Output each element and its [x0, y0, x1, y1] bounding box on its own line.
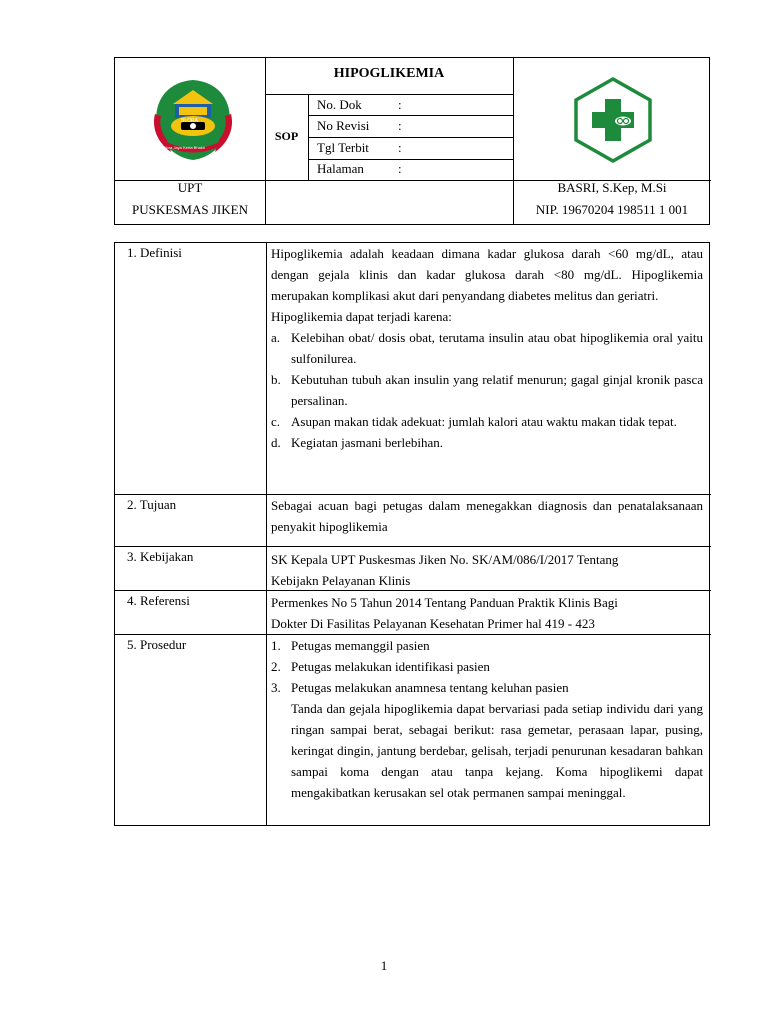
org-unit: UPT — [177, 180, 203, 195]
signer-nip: NIP. 19670204 198511 1 001 — [535, 202, 689, 217]
header-divider — [265, 94, 513, 95]
sop-content-table — [114, 242, 710, 826]
definisi-content — [271, 243, 703, 453]
logo-text: BLORA — [181, 118, 198, 124]
header-divider — [513, 58, 514, 224]
list-marker: a. — [271, 330, 281, 345]
logo-motto: Blora Jaya Kerta Bhakti — [163, 145, 205, 150]
list-marker: 1. — [271, 638, 281, 653]
row-divider — [115, 590, 711, 591]
list-text: Petugas memanggil pasien — [291, 638, 430, 653]
list-marker: b. — [271, 372, 281, 387]
list-marker: d. — [271, 435, 281, 450]
regency-logo — [145, 74, 241, 164]
org-name: PUSKESMAS JIKEN — [132, 202, 248, 217]
prosedur-detail: Tanda dan gejala hipoglikemia dapat bervariasi pada setiap individu dari yang ringan sampai berat, sebagai berikut: rasa gemetar, perasaan lapar, pusing, keringat dingin, jantung berdebar, gelisah, terjadi penurunan kesadaran bahkan sampai koma dengan atau tanpa kejang. Koma hipoglikemi dapat mengakibatkan kerusakan sel otak permanen sampai meninggal. — [291, 701, 703, 800]
definisi-cause-intro: Hipoglikemia dapat terjadi karena: — [271, 309, 452, 324]
section-label-prosedur: 5. Prosedur — [127, 637, 187, 652]
list-text: Kegiatan jasmani berlebihan. — [291, 435, 443, 450]
header-divider — [308, 115, 513, 116]
field-halaman-label: Halaman — [317, 161, 364, 176]
document-title: HIPOGLIKEMIA — [333, 66, 445, 81]
definisi-paragraph: Hipoglikemia adalah keadaan dimana kadar glukosa darah <60 mg/dL, atau dengan gejala klinis dan kadar glukosa darah <80 mg/dL. Hipoglikemia merupakan komplikasi akut dari penyandang diabetes melitus dan geriatri. — [271, 246, 703, 303]
prosedur-content — [271, 635, 703, 803]
field-halaman-sep: : — [398, 161, 402, 176]
puskesmas-logo — [570, 77, 656, 163]
field-tgl-terbit-sep: : — [398, 140, 402, 155]
field-no-revisi-label: No Revisi — [317, 118, 370, 133]
field-tgl-terbit-label: Tgl Terbit — [317, 140, 369, 155]
list-text: Petugas melakukan anamnesa tentang keluhan pasien — [291, 680, 569, 695]
list-text: Kelebihan obat/ dosis obat, terutama insulin atau obat hipoglikemia oral yaitu sulfonilurea. — [291, 330, 703, 366]
section-label-definisi: 1. Definisi — [127, 245, 182, 260]
list-text: Petugas melakukan identifikasi pasien — [291, 659, 490, 674]
page-number: 1 — [380, 958, 388, 973]
field-no-dok-label: No. Dok — [317, 97, 362, 112]
list-marker: 3. — [271, 680, 281, 695]
header-divider — [308, 159, 513, 160]
column-divider — [266, 243, 267, 825]
section-label-kebijakan: 3. Kebijakan — [127, 549, 194, 564]
referensi-line: Permenkes No 5 Tahun 2014 Tentang Panduan Praktik Klinis Bagi — [271, 595, 618, 610]
list-item — [271, 411, 703, 432]
field-no-revisi-sep: : — [398, 118, 402, 133]
list-item — [271, 635, 703, 656]
list-text: Asupan makan tidak adekuat: jumlah kalori atau waktu makan tidak tepat. — [291, 414, 677, 429]
section-label-referensi: 4. Referensi — [127, 593, 190, 608]
referensi-line: Dokter Di Fasilitas Pelayanan Kesehatan Primer hal 419 - 423 — [271, 616, 595, 631]
tujuan-content: Sebagai acuan bagi petugas dalam menegakkan diagnosis dan penatalaksanaan penyakit hipoglikemia — [271, 498, 703, 534]
list-marker: c. — [271, 414, 281, 429]
header-divider — [308, 137, 513, 138]
list-marker: 2. — [271, 659, 281, 674]
list-text: Kebutuhan tubuh akan insulin yang relatif menurun; gagal ginjal kronik pasca persalinan. — [291, 372, 703, 408]
sop-label: SOP — [274, 129, 299, 143]
list-item — [271, 656, 703, 677]
signer-name: BASRI, S.Kep, M.Si — [557, 180, 667, 195]
field-no-dok-sep: : — [398, 97, 402, 112]
list-item — [271, 677, 703, 698]
list-item — [271, 432, 703, 453]
kebijakan-line: Kebijakn Pelayanan Klinis — [271, 573, 411, 588]
list-item — [271, 327, 703, 369]
kebijakan-line: SK Kepala UPT Puskesmas Jiken No. SK/AM/086/I/2017 Tentang — [271, 552, 619, 567]
list-item — [271, 369, 703, 411]
row-divider — [115, 546, 711, 547]
header-table — [114, 57, 710, 225]
section-label-tujuan: 2. Tujuan — [127, 497, 177, 512]
